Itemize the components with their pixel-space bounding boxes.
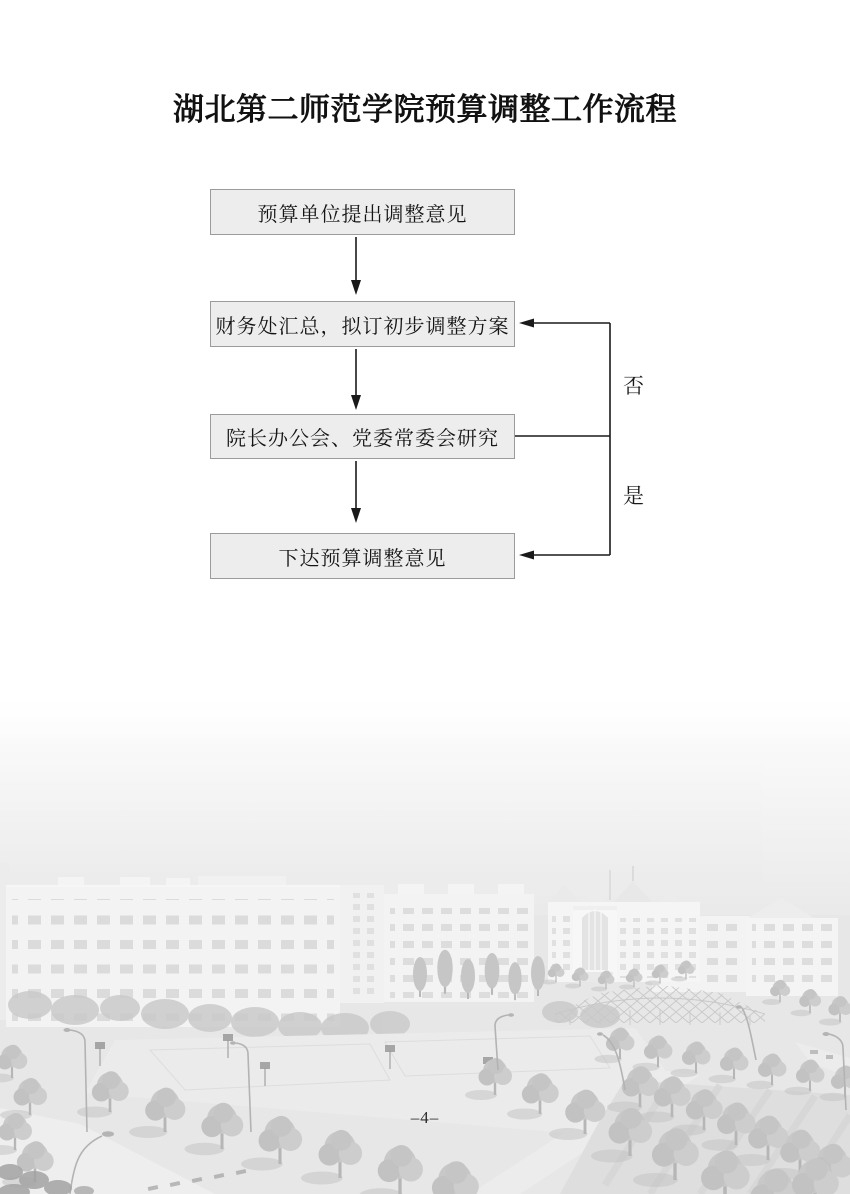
- page-title: 湖北第二师范学院预算调整工作流程: [173, 92, 677, 127]
- flow-step-issue-adjustment: 下达预算调整意见: [210, 533, 515, 579]
- flow-step-committee-review: 院长办公会、党委常委会研究: [210, 414, 515, 459]
- branch-no-label: 否: [623, 374, 644, 398]
- branch-yes-label: 是: [623, 484, 644, 508]
- flow-step-propose-adjustment: 预算单位提出调整意见: [210, 189, 515, 235]
- page-number: –4–: [410, 1108, 440, 1127]
- flow-step-finance-draft-plan: 财务处汇总，拟订初步调整方案: [210, 301, 515, 347]
